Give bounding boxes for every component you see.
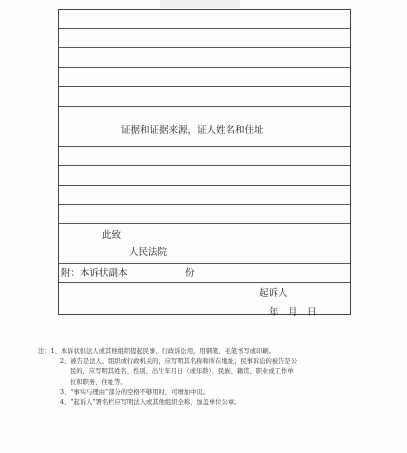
form-row-line bbox=[59, 204, 350, 205]
form-row-line bbox=[59, 282, 350, 283]
salutation-text: 此致 bbox=[102, 230, 122, 241]
form-row-line bbox=[59, 67, 350, 68]
form-row-line bbox=[59, 223, 350, 224]
form-row-line bbox=[59, 146, 350, 147]
note-line: 位和职务、住址等。 bbox=[70, 378, 127, 386]
form-row-line bbox=[59, 86, 350, 87]
date-label: 年 月 日 bbox=[269, 307, 317, 318]
note-line: 注：1、本诉状供法人或其他组织提起民事、行政诉讼用，用钢笔、毛笔书写或印刷。 bbox=[38, 348, 275, 355]
form-row-line bbox=[59, 185, 350, 186]
note-line: 民的，应写明其姓名、性别、出生年月日（或年龄）、民族、籍贯、职业或工作单 bbox=[70, 368, 294, 376]
note-line: 4、“起诉人”署名栏应写明法人或其他组织全称，加盖单位公章。 bbox=[60, 399, 241, 407]
form-row-line bbox=[59, 263, 350, 264]
form-row-line bbox=[59, 165, 350, 166]
court-name-label: 人民法院 bbox=[129, 247, 168, 258]
attachment-label: 附：本诉状副本 bbox=[61, 268, 128, 279]
form-row-line bbox=[59, 47, 350, 48]
copies-unit-label: 份 bbox=[185, 268, 195, 279]
notes-section bbox=[38, 347, 363, 408]
complaint-form-table bbox=[58, 9, 351, 318]
note-line: 2、被告是法人、组织或行政机关的，应写明其名称和所在地址；民事诉讼的被告是公 bbox=[60, 358, 297, 366]
form-row-line bbox=[59, 28, 350, 29]
note-line: 3、“事实与理由”部分的空格不够用时，可增加中页。 bbox=[60, 388, 209, 396]
evidence-label: 证据和证据来源，证人姓名和住址 bbox=[121, 125, 264, 136]
plaintiff-signature-label: 起诉人 bbox=[259, 288, 288, 299]
faded-header-text bbox=[160, 0, 240, 8]
form-row-line bbox=[59, 106, 350, 107]
